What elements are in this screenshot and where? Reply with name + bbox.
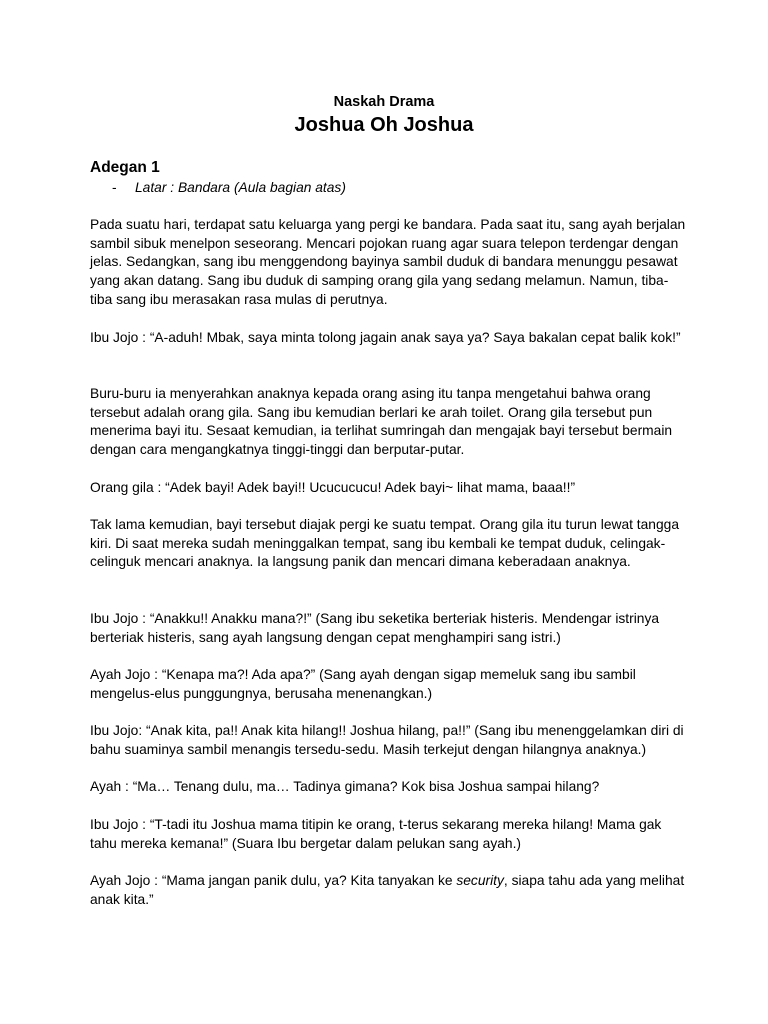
document-title: Joshua Oh Joshua <box>294 114 474 136</box>
dialogue-paragraph: Ibu Jojo : “T-tadi itu Joshua mama titipin ke orang, t-terus sekarang mereka hilang! Mama gak tahu mereka kemana!” (Suara Ibu bergetar dalam pelukan sang ayah.) <box>90 817 662 851</box>
setting-text: Latar : Bandara (Aula bagian atas) <box>135 180 346 195</box>
dialogue-paragraph <box>90 872 688 909</box>
dialogue-text: , siapa tahu ada yang melihat anak kita.” <box>90 873 685 907</box>
setting-line <box>112 180 346 195</box>
dialogue-paragraph: Ayah : “Ma… Tenang dulu, ma… Tadinya gimana? Kok bisa Joshua sampai hilang? <box>90 779 600 794</box>
scene-heading: Adegan 1 <box>90 159 160 176</box>
dialogue-paragraph: Ibu Jojo : “Anakku!! Anakku mana?!” (Sang ibu seketika berteriak histeris. Mendengar istrinya berteriak histeris, sang ayah langsung dengan cepat menghampiri sang istri.) <box>90 611 660 645</box>
dialogue-paragraph: Ibu Jojo: “Anak kita, pa!! Anak kita hilang!! Joshua hilang, pa!!” (Sang ibu menenggelamkan diri di bahu suaminya sambil menangis tersedu-sedu. Masih terkejut dengan hilangnya anaknya.) <box>90 723 684 757</box>
dialogue-paragraph: Ibu Jojo : “A-aduh! Mbak, saya minta tolong jagain anak saya ya? Saya bakalan cepat balik kok!” <box>90 330 681 345</box>
narration-paragraph: Pada suatu hari, terdapat satu keluarga yang pergi ke bandara. Pada saat itu, sang ayah berjalan sambil sibuk menelpon seseorang. Mencari pojokan ruang agar suara telepon terdengar dengan jelas. Sedangkan, sang ibu menggendong bayinya sambil duduk di bandara menunggu pesawat yang akan datang. Sang ibu duduk di samping orang gila yang sedang melamun. Namun, tiba-tiba sang ibu merasakan rasa mulas di perutnya. <box>90 217 686 307</box>
emphasized-word: security <box>456 873 504 888</box>
document-kicker: Naskah Drama <box>333 94 435 110</box>
setting-bullet: - <box>112 180 117 195</box>
dialogue-paragraph: Ayah Jojo : “Kenapa ma?! Ada apa?” (Sang ayah dengan sigap memeluk sang ibu sambil mengelus-elus punggungnya, berusaha menenangkan.) <box>90 667 636 701</box>
dialogue-text: Ayah Jojo : “Mama jangan panik dulu, ya? Kita tanyakan ke <box>90 873 457 888</box>
narration-paragraph: Tak lama kemudian, bayi tersebut diajak pergi ke suatu tempat. Orang gila itu turun lewat tangga kiri. Di saat mereka sudah meninggalkan tempat, sang ibu kembali ke tempat duduk, celingak-celinguk mencari anaknya. Ia langsung panik dan mencari dimana keberadaan anaknya. <box>90 517 680 570</box>
dialogue-paragraph: Orang gila : “Adek bayi! Adek bayi!! Ucucucucu! Adek bayi~ lihat mama, baaa!!” <box>90 480 576 495</box>
narration-paragraph: Buru-buru ia menyerahkan anaknya kepada orang asing itu tanpa mengetahui bahwa orang tersebut adalah orang gila. Sang ibu kemudian berlari ke arah toilet. Orang gila tersebut pun menerima bayi itu. Sesaat kemudian, ia terlihat sumringah dan mengajak bayi tersebut bermain dengan cara mengangkatnya tinggi-tinggi dan berputar-putar. <box>90 386 673 458</box>
